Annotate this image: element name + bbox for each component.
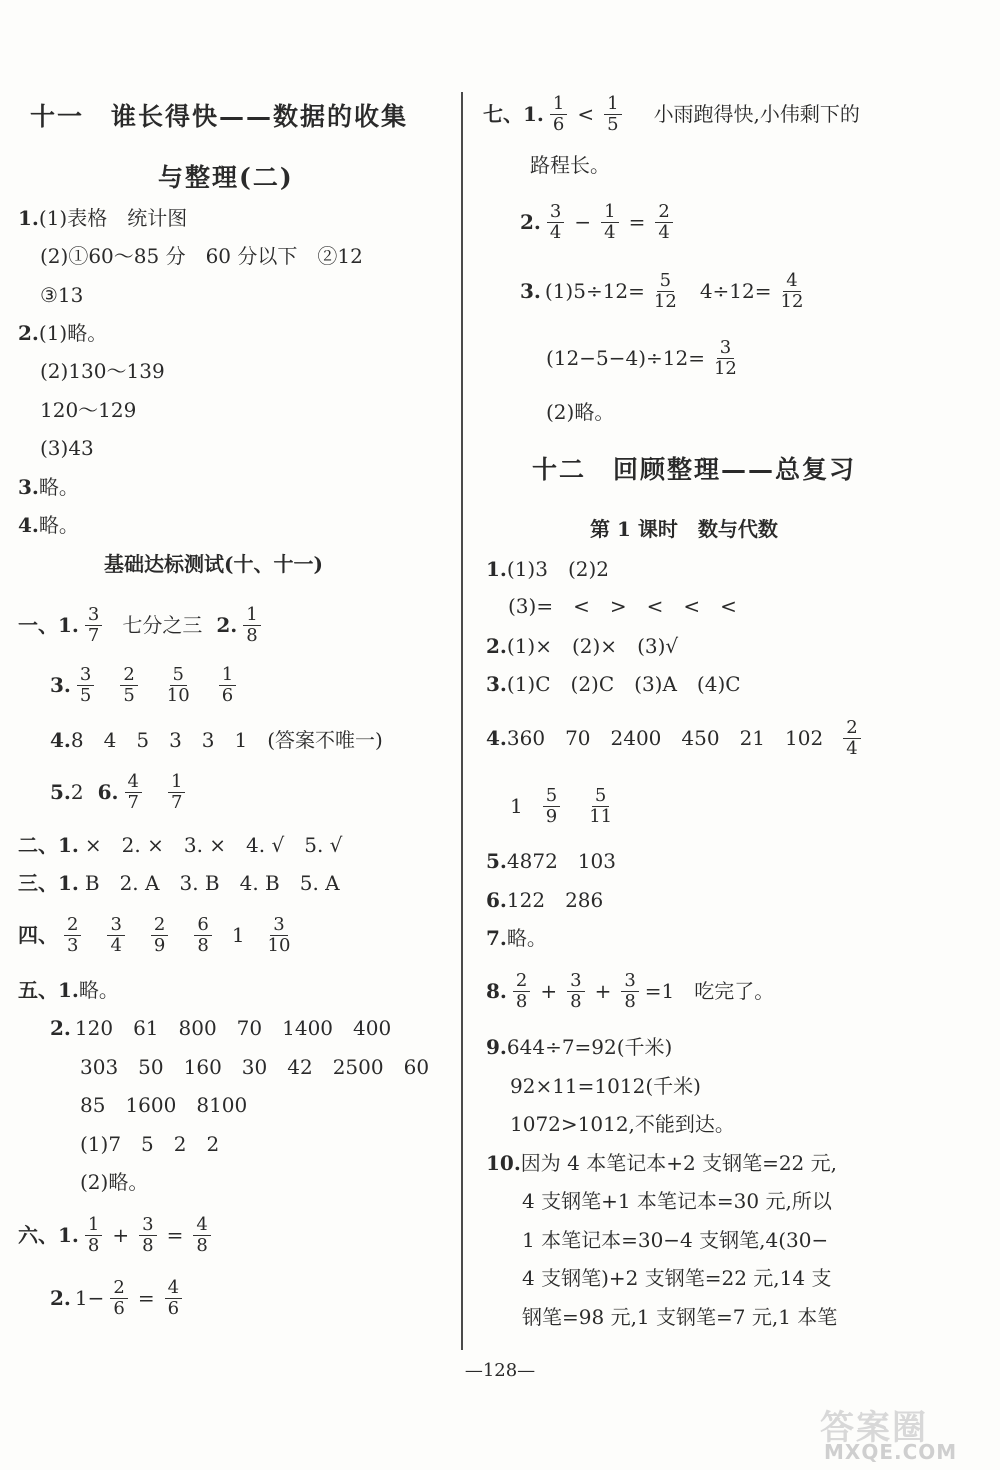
item-number: 5. xyxy=(50,780,71,804)
section-6-q1 xyxy=(18,1213,217,1257)
answer-text: (1)5÷12= xyxy=(544,279,645,303)
item-number: 一、1. xyxy=(18,613,79,637)
fraction: $\frac{4}{12}$ xyxy=(780,269,804,312)
item-number: 2. xyxy=(216,613,238,637)
fraction: $\frac{1}{6}$ xyxy=(219,665,236,706)
operator: + xyxy=(112,1223,130,1247)
fraction: $\frac{1}{6}$ xyxy=(550,94,567,135)
answer-text: 120 61 800 70 1400 400 xyxy=(74,1016,392,1040)
review-1 xyxy=(486,554,609,584)
operator: + xyxy=(594,979,612,1003)
item-number: 2. xyxy=(520,210,541,234)
fraction: $\frac{2}{3}$ xyxy=(64,915,81,956)
fraction: $\frac{3}{8}$ xyxy=(621,971,638,1012)
answer-text: (2)①60～85 分 60 分以下 ②12 xyxy=(40,244,363,268)
answer-4 xyxy=(18,510,79,540)
fraction: $\frac{3}{4}$ xyxy=(547,202,564,243)
item-number: 2. xyxy=(50,1286,71,1310)
item-number: 1. xyxy=(18,206,39,230)
item-number: 3. xyxy=(18,475,39,499)
review-9-line2 xyxy=(510,1071,701,1101)
item-number: 4. xyxy=(50,728,71,752)
section-6-q2 xyxy=(50,1276,188,1320)
answer-1 xyxy=(18,203,187,233)
fraction: $\frac{3}{12}$ xyxy=(713,336,737,379)
section-5-q1 xyxy=(18,975,119,1005)
answer-text: 360 70 2400 450 21 102 xyxy=(506,726,824,750)
operator: < xyxy=(577,102,595,126)
fraction: $\frac{4}{6}$ xyxy=(165,1278,182,1319)
answer-2-line3 xyxy=(40,395,136,425)
review-8 xyxy=(486,969,774,1013)
section-title-11-cont xyxy=(158,163,294,193)
fraction: $\frac{1}{4}$ xyxy=(601,202,618,243)
answer-text: (1)× (2)× (3)√ xyxy=(506,634,679,658)
answer-1-line2 xyxy=(40,241,363,271)
review-7 xyxy=(486,923,547,953)
section-7-q2 xyxy=(520,200,679,244)
answer-text: 因为 4 本笔记本+2 支钢笔=22 元, xyxy=(520,1151,837,1175)
item-number: 2. xyxy=(18,321,39,345)
fraction: $\frac{2}{8}$ xyxy=(513,971,530,1012)
answer-text: 1− xyxy=(74,1286,105,1310)
section-5-q2 xyxy=(50,1013,391,1043)
answer-text: (2)130～139 xyxy=(40,359,165,383)
section-7-q1 xyxy=(483,92,860,136)
fraction: $\frac{2}{5}$ xyxy=(120,665,137,706)
section-5-q2-row3 xyxy=(80,1090,247,1120)
fraction: $\frac{2}{4}$ xyxy=(655,202,672,243)
answer-text: (2)略。 xyxy=(80,1170,149,1194)
section-5-q2-row5 xyxy=(80,1167,148,1197)
fraction: $\frac{2}{6}$ xyxy=(110,1278,127,1319)
item-number: 六、1. xyxy=(18,1223,79,1247)
fraction: $\frac{4}{7}$ xyxy=(125,772,142,813)
answer-text: (1)表格 统计图 xyxy=(38,206,188,230)
item-number: 3. xyxy=(520,279,541,303)
item-number: 2. xyxy=(486,634,507,658)
answer-text: 钢笔=98 元,1 支钢笔=7 元,1 本笔 xyxy=(522,1305,838,1329)
lesson-title xyxy=(590,514,778,544)
answer-text: (1)C (2)C (3)A (4)C xyxy=(506,672,741,696)
title-text: 与整理(二) xyxy=(158,163,294,192)
item-number: 2. xyxy=(50,1016,71,1040)
item-number: 4. xyxy=(486,726,507,750)
review-9-line3 xyxy=(510,1109,735,1139)
fraction: $\frac{5}{10}$ xyxy=(166,663,190,706)
fraction: $\frac{1}{8}$ xyxy=(85,1215,102,1256)
item-number: 9. xyxy=(486,1035,507,1059)
answer-text: (3)= < > < < < xyxy=(508,594,737,618)
section-5-q2-row4 xyxy=(80,1129,219,1159)
item-number: 四、 xyxy=(18,923,58,947)
answer-text: 4 支钢笔+1 本笔记本=30 元,所以 xyxy=(522,1189,832,1213)
review-10 xyxy=(486,1148,837,1178)
item-number: 3. xyxy=(486,672,507,696)
subheading-text: 基础达标测试(十、十一) xyxy=(104,552,323,576)
title-text: 十二 回顾整理——总复习 xyxy=(532,455,857,484)
section-1-q3 xyxy=(50,663,242,707)
operator: = xyxy=(166,1223,184,1247)
item-number: 6. xyxy=(486,888,507,912)
answer-text: (3)43 xyxy=(40,436,94,460)
operator: = xyxy=(137,1286,155,1310)
answer-text: 略。 xyxy=(38,513,79,537)
review-10-line5 xyxy=(522,1302,837,1332)
fraction: $\frac{3}{10}$ xyxy=(267,913,291,956)
fraction: $\frac{5}{11}$ xyxy=(589,784,613,827)
fraction: $\frac{2}{9}$ xyxy=(151,915,168,956)
section-5-q2-row2 xyxy=(80,1052,429,1082)
section-1-q5-q6 xyxy=(50,770,191,814)
section-1-q1 xyxy=(18,603,267,647)
answer-2 xyxy=(18,318,107,348)
watermark-logo: 答案圈 xyxy=(820,1408,928,1448)
fraction: $\frac{3}{8}$ xyxy=(139,1215,156,1256)
answer-text: 1072>1012,不能到达。 xyxy=(510,1112,735,1136)
section-2 xyxy=(18,830,342,860)
answer-text: × 2. × 3. × 4. √ 5. √ xyxy=(84,833,343,857)
section-7-q3-line3 xyxy=(546,397,614,427)
fraction: $\frac{4}{8}$ xyxy=(193,1215,210,1256)
answer-text: 七分之三 xyxy=(122,613,203,637)
operator: = xyxy=(628,210,646,234)
answer-2-line4 xyxy=(40,433,94,463)
answer-text: 4÷12= xyxy=(699,279,772,303)
answer-text: 4872 103 xyxy=(506,849,616,873)
answer-text: 644÷7=92(千米) xyxy=(506,1035,673,1059)
answer-2-line2 xyxy=(40,356,165,386)
answer-text: 略。 xyxy=(38,475,79,499)
section-3 xyxy=(18,868,340,898)
fraction: $\frac{1}{8}$ xyxy=(243,605,260,646)
answer-text: 85 1600 8100 xyxy=(80,1093,248,1117)
item-number: 10. xyxy=(486,1151,521,1175)
test-title xyxy=(104,549,323,579)
answer-text: 122 286 xyxy=(506,888,604,912)
answer-text: 略。 xyxy=(78,978,119,1002)
answer-text: 92×11=1012(千米) xyxy=(510,1074,701,1098)
answer-text: 120～129 xyxy=(40,398,137,422)
answer-text: 4 支钢笔)+2 支钢笔=22 元,14 支 xyxy=(522,1266,832,1290)
fraction: $\frac{1}{5}$ xyxy=(604,94,621,135)
watermark-url: MXQE.COM xyxy=(824,1440,958,1464)
operator: − xyxy=(574,210,592,234)
answer-text: =1 吃完了。 xyxy=(644,979,775,1003)
answer-text: 1 xyxy=(231,923,245,947)
review-5 xyxy=(486,846,616,876)
item-number: 五、1. xyxy=(18,978,79,1002)
answer-text: 1 xyxy=(510,794,523,818)
item-number: 三、1. xyxy=(18,871,79,895)
review-3 xyxy=(486,669,741,699)
answer-1-line3 xyxy=(40,280,83,310)
column-divider xyxy=(461,92,463,1350)
review-10-line3 xyxy=(522,1225,828,1255)
item-number: 8. xyxy=(486,979,507,1003)
item-number: 1. xyxy=(486,557,507,581)
item-number: 7. xyxy=(486,926,507,950)
section-7-q3-line2 xyxy=(546,336,746,380)
operator: + xyxy=(540,979,558,1003)
section-4 xyxy=(18,913,299,957)
answer-text: 303 50 160 30 42 2500 60 xyxy=(80,1055,430,1079)
review-4 xyxy=(486,716,867,760)
fraction: $\frac{3}{7}$ xyxy=(85,605,102,646)
review-9 xyxy=(486,1032,672,1062)
answer-text: B 2. A 3. B 4. B 5. A xyxy=(84,871,340,895)
subheading-text: 第 1 课时 数与代数 xyxy=(590,517,778,541)
item-number: 6. xyxy=(97,780,119,804)
section-title-12 xyxy=(532,455,856,485)
title-text: 十一 谁长得快——数据的收集 xyxy=(30,102,409,131)
answer-text: (12−5−4)÷12= xyxy=(546,346,705,370)
answer-text: (1)3 (2)2 xyxy=(506,557,609,581)
watermark xyxy=(820,1400,990,1464)
item-number: 二、1. xyxy=(18,833,79,857)
fraction: $\frac{1}{7}$ xyxy=(168,772,185,813)
section-7-q1-line2 xyxy=(530,150,610,180)
answer-text: 1 本笔记本=30−4 支钢笔,4(30− xyxy=(522,1228,829,1252)
answer-text: 2 xyxy=(70,780,84,804)
fraction: $\frac{3}{8}$ xyxy=(567,971,584,1012)
review-10-line4 xyxy=(522,1263,831,1293)
section-1-q4 xyxy=(50,725,383,755)
answer-text: 小雨跑得快,小伟剩下的 xyxy=(653,102,860,126)
item-number: 3. xyxy=(50,673,71,697)
answer-3 xyxy=(18,472,79,502)
answer-text: ③13 xyxy=(40,283,84,307)
review-1-line2 xyxy=(508,591,737,621)
fraction: $\frac{2}{4}$ xyxy=(843,718,860,759)
item-number: 5. xyxy=(486,849,507,873)
answer-text: 8 4 5 3 3 1 (答案不唯一) xyxy=(70,728,383,752)
item-number: 4. xyxy=(18,513,39,537)
section-title-11 xyxy=(30,102,408,132)
answer-text: 略。 xyxy=(506,926,547,950)
section-7-q3 xyxy=(520,269,812,313)
fraction: $\frac{5}{12}$ xyxy=(653,269,677,312)
page-number: —128— xyxy=(464,1360,536,1381)
review-2 xyxy=(486,631,678,661)
answer-text: 路程长。 xyxy=(530,153,610,177)
review-10-line2 xyxy=(522,1186,832,1216)
answer-text: (1)7 5 2 2 xyxy=(80,1132,220,1156)
answer-text: (1)略。 xyxy=(38,321,108,345)
answer-text: (2)略。 xyxy=(546,400,615,424)
item-number: 七、1. xyxy=(483,102,544,126)
fraction: $\frac{3}{4}$ xyxy=(107,915,124,956)
fraction: $\frac{6}{8}$ xyxy=(194,915,211,956)
review-6 xyxy=(486,885,603,915)
fraction: $\frac{3}{5}$ xyxy=(77,665,94,706)
review-4-line2 xyxy=(510,784,621,828)
fraction: $\frac{5}{9}$ xyxy=(543,786,560,827)
